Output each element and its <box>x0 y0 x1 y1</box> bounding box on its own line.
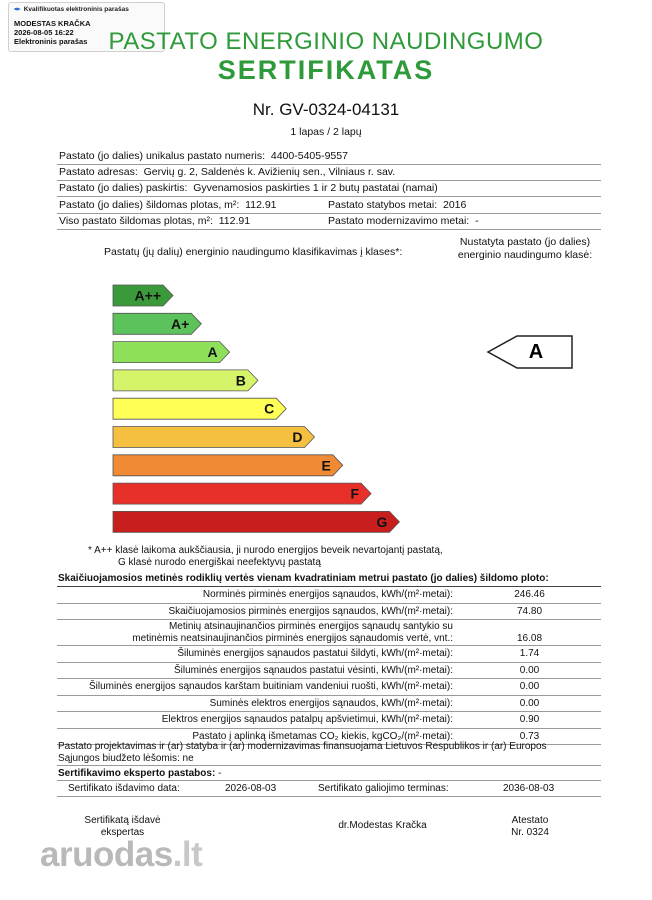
divider <box>57 796 601 797</box>
indicator-label: Metinių atsinaujinančios pirminės energijos sąnaudų santykio su metinėmis neatsinaujinančios pirminės energijos sąnaudomis vertė, vnt.: <box>132 621 453 644</box>
indicators-heading: Skaičiuojamosios metinės rodiklių vertės vienam kvadratiniam metrui pastato (jo dalies) šildomo ploto: <box>58 573 549 584</box>
signature-header-text: Kvalifikuotas elektroninis parašas <box>23 6 129 13</box>
indicator-value: 0.00 <box>519 681 540 692</box>
issued-by-line2: ekspertas <box>100 827 145 838</box>
indicator-row <box>57 604 601 621</box>
funding-note <box>58 741 547 764</box>
watermark-text: aruodas <box>40 835 173 874</box>
built-year-label: Pastato statybos metai: <box>328 199 438 211</box>
indicator-row <box>57 679 601 696</box>
indicator-row <box>57 646 601 663</box>
footnote-line1: * A++ klasė laikoma aukščiausia, ji nurodo energijos beveik nevartojantį pastatą, <box>88 545 443 556</box>
building-address-value: Gervių g. 2, Saldenės k. Avižienių sen., Vilniaus r. sav. <box>143 166 396 178</box>
classification-footnote <box>88 545 488 568</box>
indicator-label: Suminės elektros energijos sąnaudos, kWh/(m²·metai): <box>209 697 453 709</box>
pen-icon: ✒ <box>14 5 21 14</box>
energy-class-label: D <box>292 429 303 445</box>
indicator-row <box>57 620 601 646</box>
modern-year-label: Pastato modernizavimo metai: <box>328 215 470 227</box>
building-address-label: Pastato adresas: <box>59 166 138 178</box>
building-purpose-row <box>59 182 438 195</box>
page-count: 1 lapas / 2 lapų <box>290 126 362 138</box>
indicator-value: 0.90 <box>519 714 540 725</box>
indicator-label: Elektros energijos sąnaudos patalpų apšvietimui, kWh/(m²·metai): <box>161 714 453 725</box>
energy-class-label: A++ <box>134 287 161 304</box>
energy-class-arrow-a <box>113 342 230 363</box>
energy-class-label: C <box>264 400 275 417</box>
energy-class-label: F <box>350 485 360 502</box>
indicator-label: Šiluminės energijos sąnaudos pastatui šildyti, kWh/(m²·metai): <box>177 648 453 659</box>
building-id-row <box>59 150 348 163</box>
indicator-value: 16.08 <box>516 633 543 644</box>
signature-label: Elektroninis parašas <box>14 37 88 46</box>
signature-name: MODESTAS KRAČKA <box>14 19 91 28</box>
energy-class-label: A <box>207 344 218 361</box>
energy-class-arrow-aplus <box>113 313 201 334</box>
issue-date-value: 2026-08-03 <box>225 783 277 794</box>
building-id-label: Pastato (jo dalies) unikalus pastato numeris: <box>59 150 266 162</box>
energy-class-arrow-c <box>113 398 286 419</box>
indicator-label: Norminės pirminės energijos sąnaudos, kWh/(m²·metai): <box>202 589 453 600</box>
indicator-value: 0.73 <box>519 730 540 742</box>
divider <box>57 213 601 214</box>
indicator-value: 0.00 <box>519 697 540 709</box>
energy-class-scale <box>0 280 652 535</box>
indicator-value: 74.80 <box>516 605 543 617</box>
energy-class-label: E <box>321 457 331 474</box>
indicator-row <box>57 663 601 680</box>
assigned-class-marker <box>488 336 572 368</box>
indicator-label: Pastato į aplinką išmetamas CO₂ kiekis, kgCO₂/(m²·metai): <box>192 730 453 742</box>
heated-area-row <box>59 199 277 212</box>
indicator-value: 1.74 <box>519 648 540 659</box>
expert-name: dr.Modestas Kračka <box>338 820 427 831</box>
modern-year-value: - <box>475 215 479 227</box>
total-area-label: Viso pastato šildomas plotas, m²: <box>59 215 213 227</box>
classification-heading: Pastatų (jų dalių) energinio naudingumo klasifikavimas į klases*: <box>104 246 403 258</box>
issue-date-label: Sertifikato išdavimo data: <box>68 783 180 794</box>
expert-notes-label: Sertifikavimo eksperto pastabos: <box>58 768 216 779</box>
indicator-label: Skaičiuojamosios pirminės energijos sąnaudos, kWh/(m²·metai): <box>168 605 453 617</box>
divider <box>57 229 601 230</box>
energy-class-arrow-f <box>113 483 371 504</box>
energy-class-label: A+ <box>171 315 190 332</box>
modern-year-row <box>328 215 479 228</box>
indicator-value: 246.46 <box>514 589 545 600</box>
divider <box>57 196 601 197</box>
expert-notes-value: - <box>218 768 222 779</box>
energy-class-arrow-g <box>113 511 399 532</box>
footnote-line2: G klasė nurodo energiškai neefektyvų pastatą <box>118 556 321 568</box>
total-area-row <box>59 215 250 228</box>
heated-area-value: 112.91 <box>245 199 277 211</box>
indicator-value: 0.00 <box>519 664 540 676</box>
assigned-class-heading: Nustatyta pastato (jo dalies) energinio naudingumo klasė: <box>457 236 593 261</box>
indicator-row <box>57 712 601 729</box>
energy-class-arrow-aplusplus <box>113 285 173 306</box>
indicator-row <box>57 696 601 713</box>
divider <box>57 164 601 165</box>
valid-until-value: 2036-08-03 <box>503 783 555 794</box>
building-id-value: 4400-5405-9557 <box>270 150 348 162</box>
signature-datetime: 2026-08-05 16:22 <box>14 28 74 37</box>
signature-header <box>14 5 159 14</box>
building-purpose-value: Gyvenamosios paskirties 1 ir 2 butų pastatai (namai) <box>193 182 438 194</box>
valid-until-label: Sertifikato galiojimo terminas: <box>318 783 449 794</box>
indicator-row <box>57 587 601 604</box>
certificate-title-line2: SERTIFIKATAS <box>217 55 435 85</box>
attestation <box>490 815 570 839</box>
certificate-number: Nr. GV-0324-04131 <box>252 100 400 119</box>
divider <box>57 780 601 781</box>
watermark-suffix: .lt <box>172 835 203 874</box>
building-address-row <box>59 166 395 179</box>
built-year-row <box>328 199 466 212</box>
assigned-class-label: A <box>528 341 544 363</box>
issued-by-line1: Sertifikatą išdavė <box>84 815 161 826</box>
funding-line1: Pastato projektavimas ir (ar) statyba ir (ar) modernizavimas finansuojama Lietuvos Respublikos ir (ar) Europos <box>58 741 547 752</box>
divider <box>57 765 601 766</box>
energy-class-label: B <box>235 372 246 389</box>
divider <box>57 180 601 181</box>
energy-class-label: G <box>376 513 388 530</box>
attestation-line1: Atestato <box>511 815 549 826</box>
aruodas-watermark-logo <box>40 835 202 875</box>
energy-class-arrow-d <box>113 427 315 448</box>
built-year-value: 2016 <box>442 199 467 211</box>
indicator-label: Šiluminės energijos sąnaudos karštam buitiniam vandeniui ruošti, kWh/(m²·metai): <box>88 681 453 692</box>
expert-notes-row <box>58 768 221 779</box>
building-purpose-label: Pastato (jo dalies) paskirtis: <box>59 182 188 194</box>
indicator-label: Šiluminės energijos sąnaudos pastatui vėsinti, kWh/(m²·metai): <box>174 664 453 676</box>
energy-class-arrow-b <box>113 370 258 391</box>
heated-area-label: Pastato (jo dalies) šildomas plotas, m²: <box>59 199 240 211</box>
funding-line2: Sąjungos biudžeto lėšomis: ne <box>58 752 194 764</box>
attestation-line2: Nr. 0324 <box>511 827 549 838</box>
certificate-title-line1: PASTATO ENERGINIO NAUDINGUMO <box>108 28 544 55</box>
energy-class-arrow-e <box>113 455 343 476</box>
total-area-value: 112.91 <box>218 215 251 227</box>
